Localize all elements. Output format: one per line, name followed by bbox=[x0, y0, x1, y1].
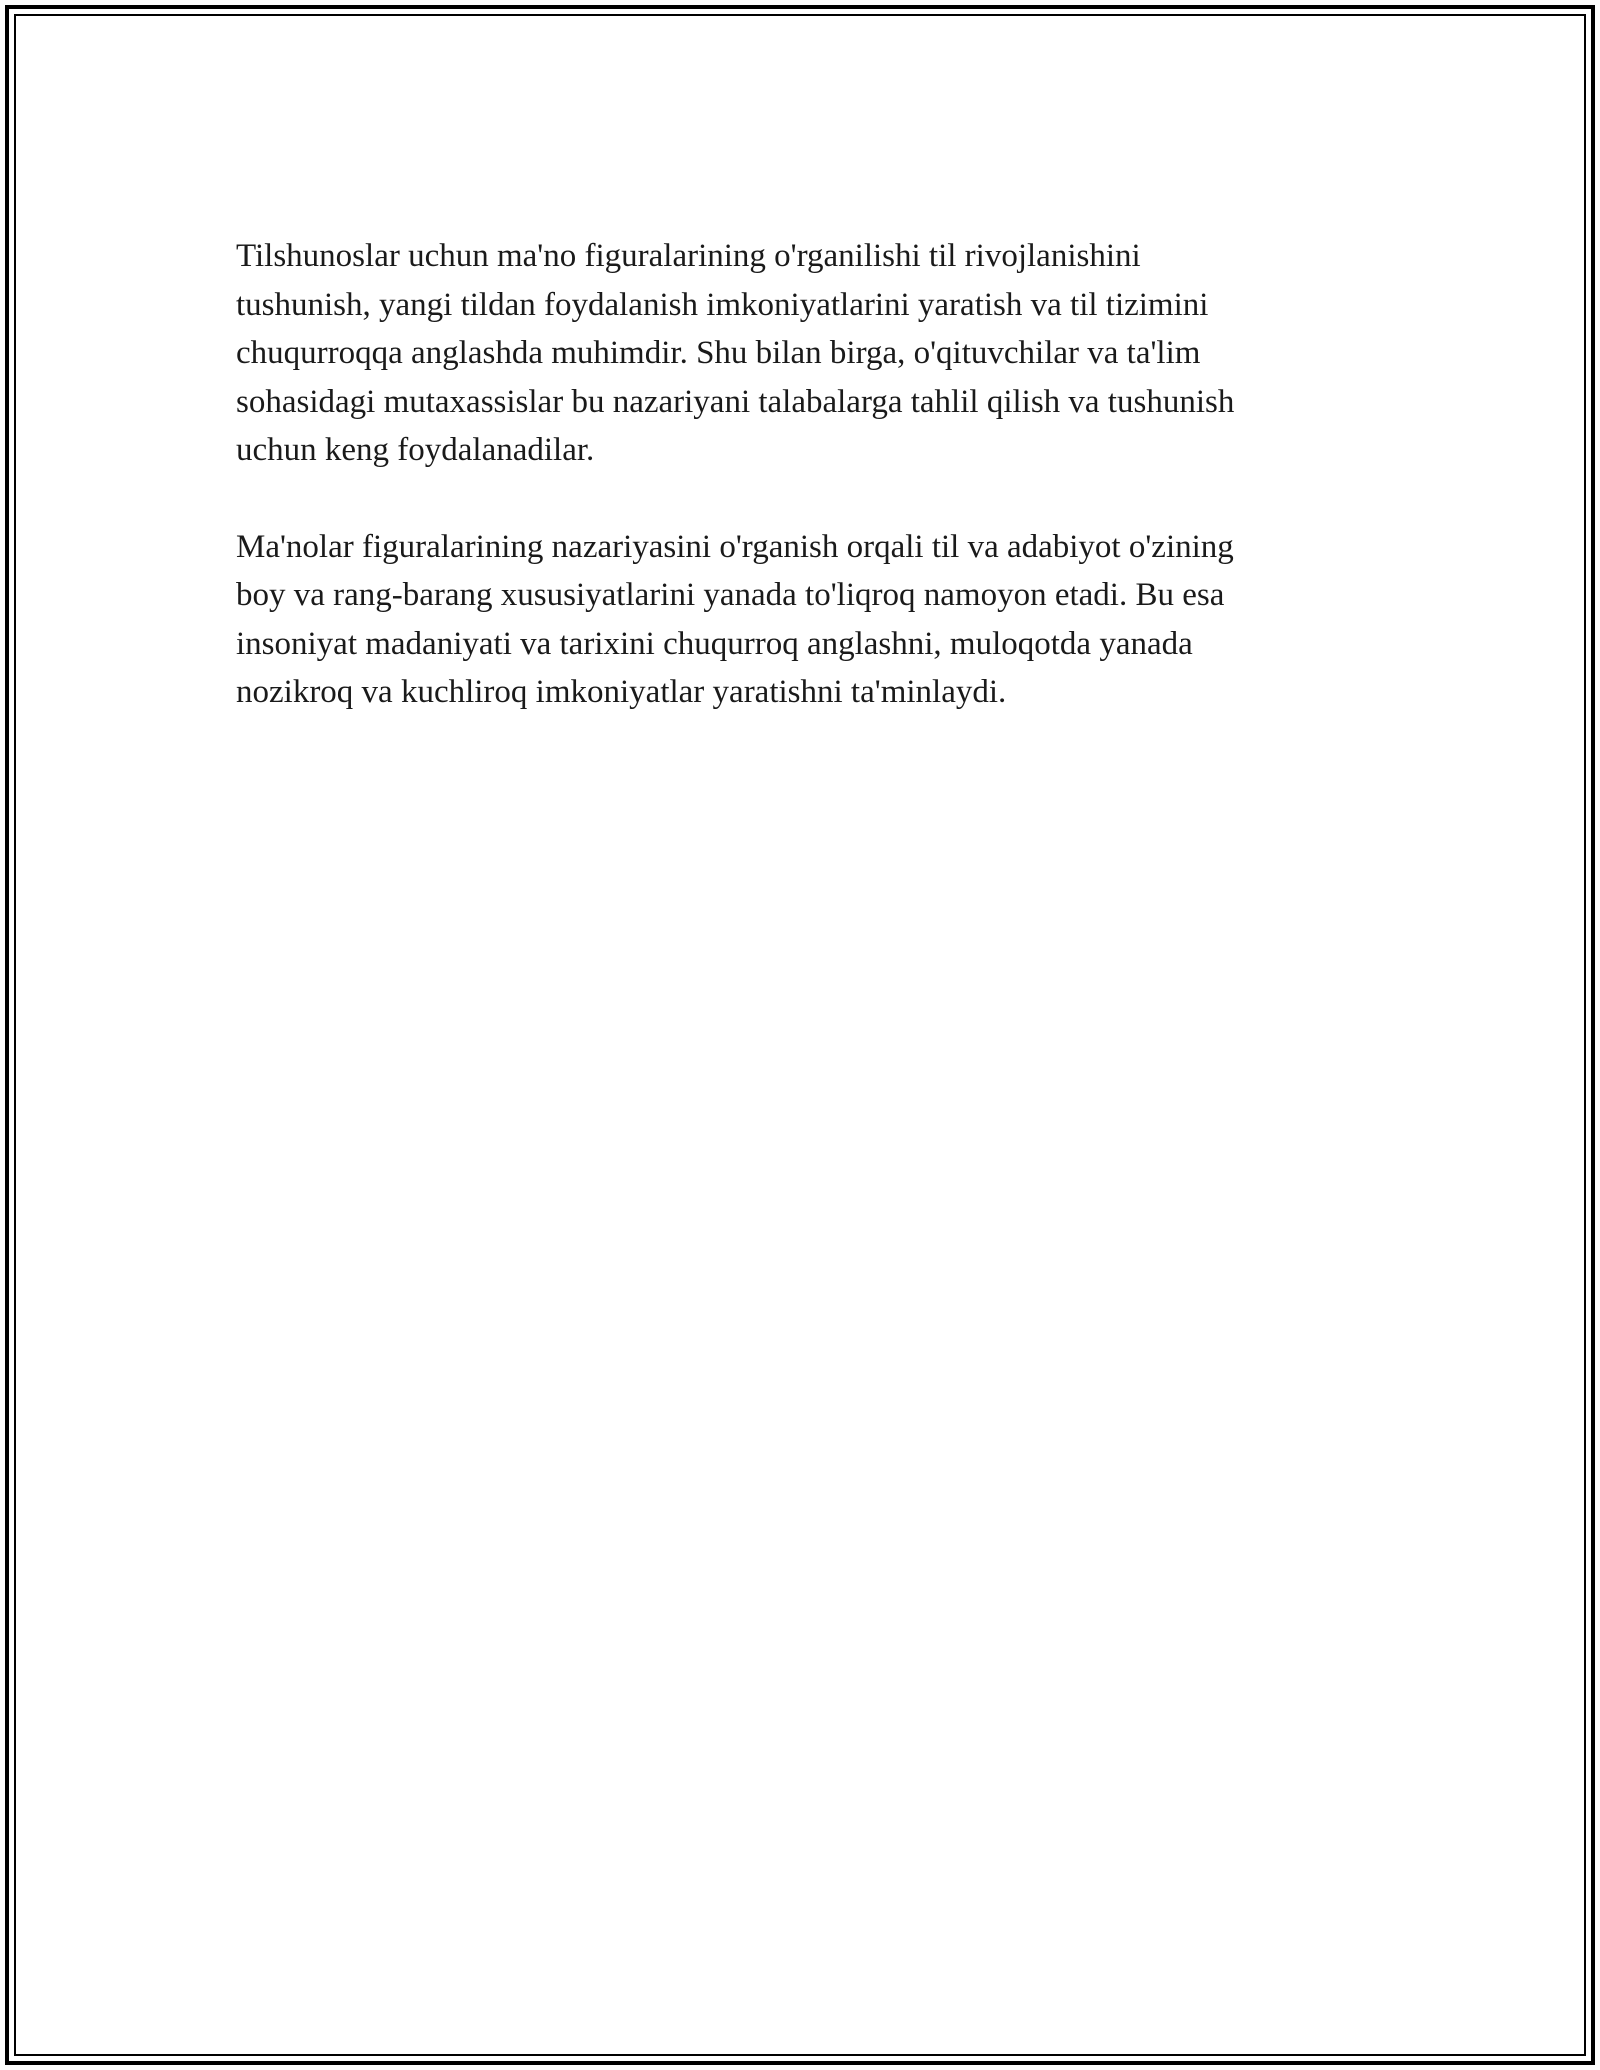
paragraph-2 bbox=[236, 523, 1376, 717]
text-line: Ma'nolar figuralarining nazariyasini o'rganish orqali til va adabiyot o'zining bbox=[236, 528, 1234, 565]
text-line: nozikroq va kuchliroq imkoniyatlar yaratishni ta'minlaydi. bbox=[236, 674, 1007, 710]
text-line: sohasidagi mutaxassislar bu nazariyani talabalarga tahlil qilish va tushunish bbox=[236, 383, 1235, 420]
text-line: chuqurroqqa anglashda muhimdir. Shu bilan birga, o'qituvchilar va ta'lim bbox=[236, 335, 1201, 371]
document-body bbox=[236, 232, 1376, 765]
text-line: insoniyat madaniyati va tarixini chuqurroq anglashni, muloqotda yanada bbox=[236, 625, 1193, 662]
text-line: tushunish, yangi tildan foydalanish imkoniyatlarini yaratish va til tizimini bbox=[236, 286, 1209, 323]
text-line: boy va rang-barang xususiyatlarini yanada to'liqroq namoyon etadi. Bu esa bbox=[236, 577, 1225, 613]
paragraph-1 bbox=[236, 232, 1376, 475]
text-line: Tilshunoslar uchun ma'no figuralarining o'rganilishi til rivojlanishini bbox=[236, 238, 1141, 274]
text-line: uchun keng foydalanadilar. bbox=[236, 432, 595, 468]
